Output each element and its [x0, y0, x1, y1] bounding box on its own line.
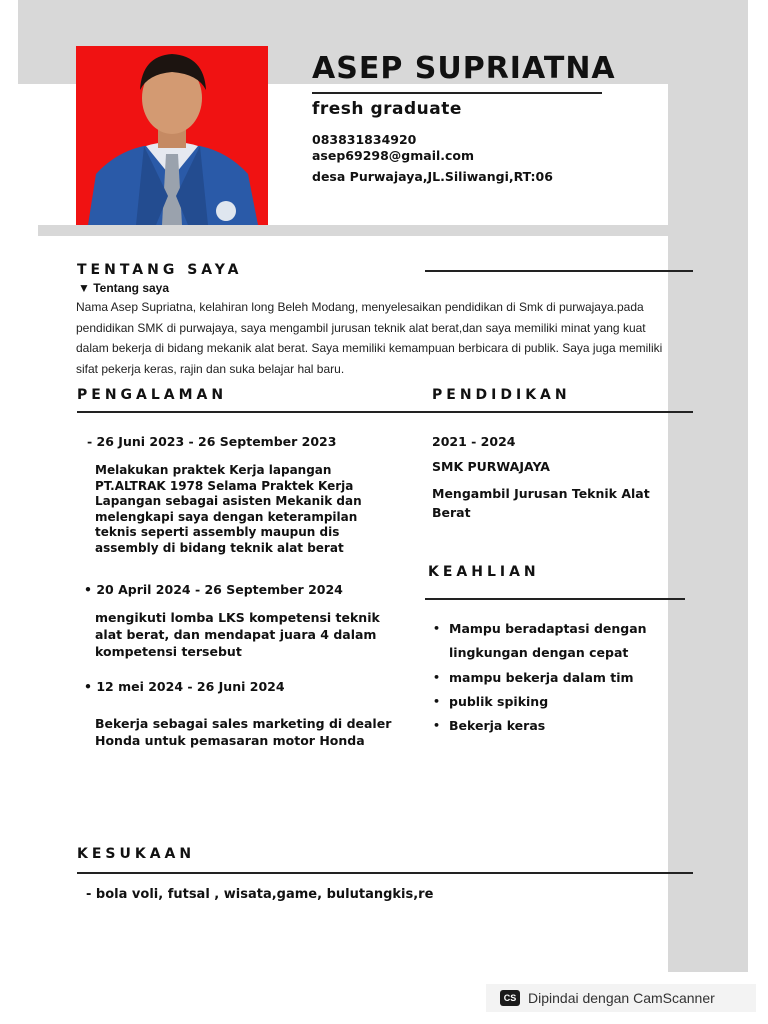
camscanner-watermark: [486, 984, 756, 1012]
phone-number: 083831834920: [312, 132, 417, 147]
education-major: Mengambil Jurusan Teknik Alat Berat: [432, 486, 650, 520]
experience-section-title: PENGALAMAN: [77, 387, 228, 403]
name-underline: [312, 92, 602, 94]
candidate-role: fresh graduate: [312, 99, 462, 119]
header-bottom-band: [38, 225, 668, 236]
bullet-icon: •: [433, 670, 441, 684]
right-side-panel: [668, 84, 748, 972]
skill-text: publik spiking: [449, 693, 549, 709]
skill-text: mampu bekerja dalam tim: [449, 669, 634, 685]
education-years: 2021 - 2024: [432, 434, 516, 449]
experience-description-2: mengikuti lomba LKS kompetensi teknik alat berat, dan mendapat juara 4 dalam kompetensi tersebut: [95, 610, 380, 659]
hobbies-section-title: KESUKAAN: [77, 846, 196, 862]
skills-list: [432, 617, 668, 738]
experience-description-3: Bekerja sebagai sales marketing di dealer Honda untuk pemasaran motor Honda: [95, 716, 392, 748]
about-subtitle: ▼ Tentang saya: [78, 281, 170, 295]
skill-item: [432, 714, 668, 738]
skill-item: [432, 666, 668, 690]
skills-rule: [425, 598, 685, 600]
education-school: SMK PURWAJAYA: [432, 459, 550, 474]
bullet-icon: •: [433, 622, 441, 635]
skill-item: [432, 617, 668, 666]
skills-section-title: KEAHLIAN: [428, 564, 540, 580]
experience-period-3: • 12 mei 2024 - 26 Juni 2024: [84, 679, 285, 694]
experience-description-1: Melakukan praktek Kerja lapangan PT.ALTRAK 1978 Selama Praktek Kerja Lapangan sebagai asisten Mekanik dan melengkapi saya dengan keterampilan teknis seperti assembly maupun dis assembly di bidang teknik alat berat: [95, 463, 362, 555]
education-section-title: PENDIDIKAN: [432, 387, 571, 403]
email-address: asep69298@gmail.com: [312, 148, 475, 163]
bullet-icon: •: [433, 694, 441, 708]
candidate-name: ASEP SUPRIATNA: [312, 51, 616, 86]
camscanner-logo-icon: CS: [500, 990, 520, 1006]
experience-period-2: • 20 April 2024 - 26 September 2024: [84, 582, 343, 597]
skill-text: Mampu beradaptasi dengan lingkungan dengan cepat: [449, 621, 647, 661]
about-section-title: TENTANG SAYA: [77, 262, 243, 278]
bullet-icon: •: [433, 719, 441, 733]
hobbies-text: - bola voli, futsal , wisata,game, bulutangkis,re: [86, 887, 434, 902]
about-paragraph: Nama Asep Supriatna, kelahiran long Beleh Modang, menyelesaikan pendidikan di Smk di purwajaya.pada pendidikan SMK di purwajaya, saya mengambil jurusan teknik alat berat,dan saya memiliki minat yang kuat dalam bekerja di bidang mekanik alat berat. Saya memiliki kemampuan berbicara di publik. Saya juga memiliki sifat pekerja keras, rajin dan suka belajar hal baru.: [76, 300, 663, 376]
skill-text: Bekerja keras: [449, 718, 546, 734]
skill-item: [432, 690, 668, 714]
camscanner-text: Dipindai dengan CamScanner: [528, 990, 715, 1006]
hobbies-rule: [77, 872, 693, 874]
experience-education-rule: [77, 411, 693, 413]
profile-photo: [76, 46, 268, 225]
home-address: desa Purwajaya,JL.Siliwangi,RT:06: [312, 169, 553, 184]
about-rule: [425, 270, 693, 272]
experience-period-1: - 26 Juni 2023 - 26 September 2023: [87, 434, 337, 449]
